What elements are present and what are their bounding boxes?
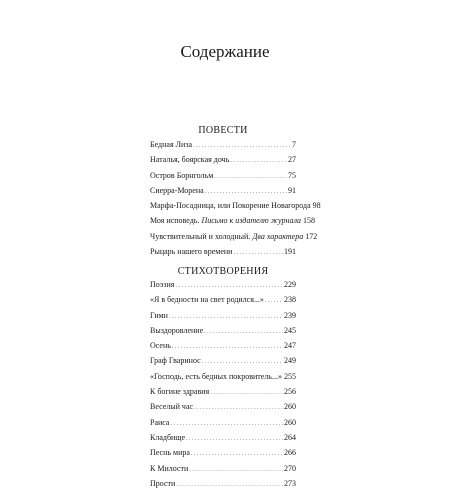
toc-entry-title-text: Бедная Лиза [150, 140, 192, 149]
toc-entry [150, 433, 296, 448]
toc-entry-title-text: Осень [150, 341, 171, 350]
dot-leader [202, 356, 283, 365]
toc-entry-page: 238 [284, 295, 296, 304]
toc-entry-title-text: Моя исповедь. [150, 216, 201, 225]
toc-list-stikhotvoreniya [150, 280, 296, 494]
toc-entry-page: 260 [284, 418, 296, 427]
toc-entry-title [150, 402, 193, 411]
toc-entry-title [150, 418, 169, 427]
toc-entry [150, 232, 296, 247]
toc-entry-page: 27 [288, 155, 296, 164]
toc-entry-title-text: Гимн [150, 311, 168, 320]
toc-entry [150, 464, 296, 479]
toc-entry-title-text: Наталья, боярская дочь [150, 155, 229, 164]
toc-entry-page: 255 [284, 372, 296, 381]
toc-entry-page: 266 [284, 448, 296, 457]
dot-leader [214, 171, 287, 180]
toc-entry-title-text: Поэзия [150, 280, 174, 289]
dot-leader [233, 247, 283, 256]
toc-list-povesti [150, 140, 296, 262]
toc-entry-title [150, 311, 168, 320]
toc-entry-title-text: Марфа-Посадница, или Покорение Новагорода [150, 201, 311, 210]
toc-entry [150, 402, 296, 417]
toc-entry-title-text: К богине здравия [150, 387, 209, 396]
toc-entry-title [150, 155, 229, 164]
toc-entry [150, 201, 296, 216]
toc-entry [150, 186, 296, 201]
toc-entry-page: 270 [284, 464, 296, 473]
toc-entry [150, 418, 296, 433]
section-heading-stikhotvoreniya: СТИХОТВОРЕНИЯ [150, 266, 296, 277]
toc-entry-page: 229 [284, 280, 296, 289]
page-title: Содержание [0, 42, 450, 62]
dot-leader [189, 464, 283, 473]
toc-entry-title-text: Кладбище [150, 433, 185, 442]
dot-leader [186, 433, 283, 442]
toc-entry-title-text: Граф Гваринос [150, 356, 201, 365]
toc-entry-title-text: Выздоровление [150, 326, 203, 335]
dot-leader [169, 311, 283, 320]
toc-entry-page: 98 [313, 201, 321, 210]
toc-entry-title [150, 341, 171, 350]
toc-entry-page: 245 [284, 326, 296, 335]
dot-leader [170, 418, 283, 427]
toc-entry-title-text: Чувствительный и холодный. [150, 232, 252, 241]
toc-entry-title [150, 140, 192, 149]
toc-entry-title [150, 186, 204, 195]
toc-entry-title [150, 326, 203, 335]
toc-entry-page: 75 [288, 171, 296, 180]
toc-entry-title-text: Рыцарь нашего времени [150, 247, 232, 256]
toc-entry-title-text: «Я в бедности на свет родился...» [150, 295, 264, 304]
toc-entry [150, 295, 296, 310]
toc-entry-subtitle: Письмо к издателю журнала [201, 216, 301, 225]
toc-entry-page: 273 [284, 479, 296, 488]
toc-entry-page: 191 [284, 247, 296, 256]
toc-entry-title [150, 356, 201, 365]
toc-entry [150, 448, 296, 463]
toc-entry-title-text: Раиса [150, 418, 169, 427]
toc-entry-title-text: Прости [150, 479, 175, 488]
dot-leader [230, 155, 287, 164]
toc-entry-page: 256 [284, 387, 296, 396]
toc-entry-title [150, 171, 213, 180]
toc-entry-title [150, 295, 264, 304]
toc-entry [150, 387, 296, 402]
toc-entry-title-text: Остров Борнгольм [150, 171, 213, 180]
toc-entry [150, 356, 296, 371]
dot-leader [204, 326, 283, 335]
toc-entry-title [150, 479, 175, 488]
toc-entry-title-text: Песнь мира [150, 448, 190, 457]
toc-entry-title-text: Веселый час [150, 402, 193, 411]
toc-entry-title-text: К Милости [150, 464, 188, 473]
dot-leader [265, 295, 283, 304]
toc-entry [150, 171, 296, 186]
toc-entry [150, 280, 296, 295]
toc-entry-title [150, 433, 185, 442]
section-heading-povesti: ПОВЕСТИ [150, 125, 296, 136]
dot-leader [193, 140, 291, 149]
dot-leader [210, 387, 283, 396]
toc-entry-page: 7 [292, 140, 296, 149]
toc-entry-page: 239 [284, 311, 296, 320]
toc-entry [150, 479, 296, 494]
toc-entry-subtitle: Два характера [252, 232, 303, 241]
dot-leader [172, 341, 283, 350]
toc-entry-title [150, 372, 282, 381]
toc-entry-title [150, 216, 301, 225]
toc-entry-page: 264 [284, 433, 296, 442]
toc-entry-page: 172 [305, 232, 317, 241]
toc-entry-page: 247 [284, 341, 296, 350]
toc-entry-title [150, 387, 209, 396]
toc-entry-title-text: «Господь, есть бедных покровитель...» [150, 372, 282, 381]
toc-entry [150, 216, 296, 231]
toc-entry [150, 341, 296, 356]
toc-entry-page: 91 [288, 186, 296, 195]
toc-entry-page: 249 [284, 356, 296, 365]
toc-entry [150, 311, 296, 326]
toc-entry-title [150, 201, 311, 210]
toc-entry [150, 140, 296, 155]
toc-entry [150, 247, 296, 262]
toc-entry-title [150, 464, 188, 473]
dot-leader [194, 402, 283, 411]
toc-entry [150, 326, 296, 341]
toc-entry [150, 155, 296, 170]
toc-entry-title [150, 247, 232, 256]
dot-leader [176, 479, 283, 488]
toc-entry-title [150, 280, 174, 289]
toc-entry-title [150, 232, 303, 241]
dot-leader [175, 280, 283, 289]
dot-leader [205, 186, 287, 195]
toc-entry [150, 372, 296, 387]
toc-entry-page: 158 [303, 216, 315, 225]
toc-entry-page: 260 [284, 402, 296, 411]
toc-entry-title-text: Сиерра-Морена [150, 186, 204, 195]
